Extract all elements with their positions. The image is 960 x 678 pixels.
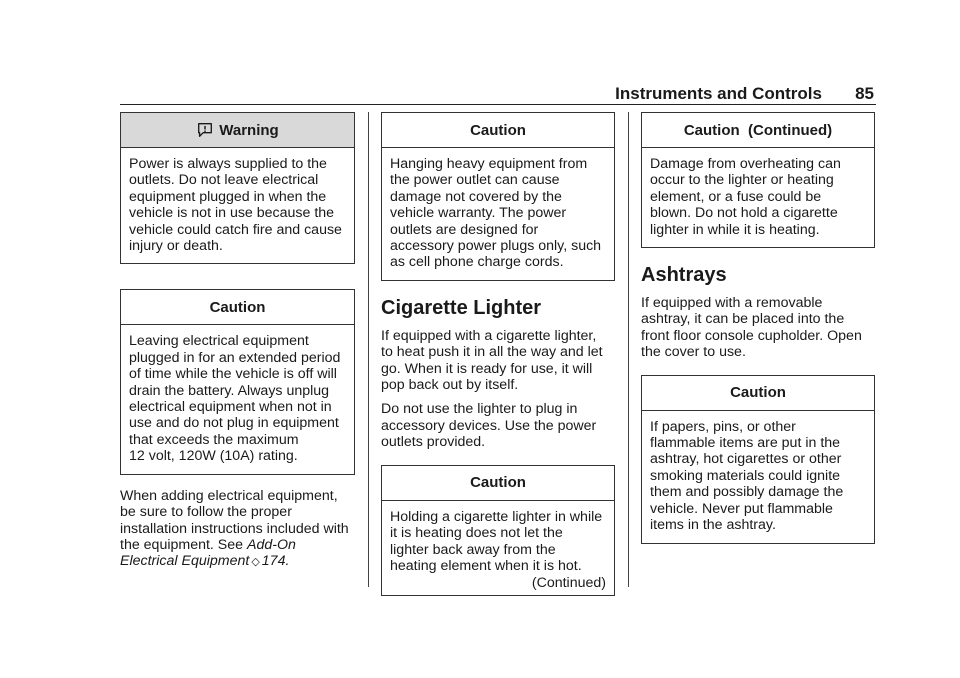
ashtray-paragraph <box>641 295 875 361</box>
text-line: Damage from overheating can <box>650 156 841 172</box>
text-line: Do not use the lighter to plug in <box>381 401 578 418</box>
text-line: flammable items are put in the <box>650 435 841 452</box>
text-line: pop back out by itself. <box>381 377 519 394</box>
text-line: Leaving electrical equipment <box>129 333 309 350</box>
caution-header: Caution (Continued) <box>642 113 874 148</box>
text-line: go. When it is ready for use, it will <box>381 360 593 377</box>
text-line: lighter in while it is heating. <box>650 221 820 238</box>
cross-reference-page[interactable]: 174. <box>261 553 290 570</box>
text-line: items in the ashtray. <box>650 517 776 534</box>
text-line: equipment plugged in when the <box>129 188 327 205</box>
text-line: Power is always supplied to the <box>129 156 327 172</box>
text-line: injury or death. <box>129 238 223 255</box>
page-reference-icon: ◇ <box>251 556 260 569</box>
page-number: 85 <box>855 84 874 103</box>
text-line: to heat push it in all the way and let <box>381 344 603 361</box>
column-3 <box>641 112 875 544</box>
text-line: vehicle warranty. The power <box>390 205 567 222</box>
text-line: Holding a cigarette lighter in while <box>390 508 603 525</box>
text-line: If equipped with a cigarette lighter, <box>381 327 597 344</box>
text-line: drain the battery. Always unplug <box>129 382 330 399</box>
text-line: damage not covered by the <box>390 188 562 205</box>
text-line: smoking materials could ignite <box>650 467 841 484</box>
caution-continued-box <box>641 112 875 248</box>
cross-reference-link[interactable]: Electrical Equipment <box>120 553 250 570</box>
text-line: Hanging heavy equipment from <box>390 156 588 172</box>
warning-label: Warning <box>219 121 279 139</box>
caution-box <box>641 375 875 544</box>
section-title: Instruments and Controls <box>615 84 822 103</box>
column-divider <box>368 112 369 587</box>
text-line: the cover to use. <box>641 344 746 361</box>
caution-header: Caution <box>121 290 354 325</box>
caution-body <box>382 148 614 280</box>
text-line: electrical equipment when not in <box>129 399 332 416</box>
column-2 <box>381 112 615 596</box>
caution-box <box>381 465 615 596</box>
cross-reference-link[interactable]: Add-On <box>247 536 296 553</box>
text-line: outlets are designed for <box>390 221 539 238</box>
caution-body <box>121 325 354 473</box>
column-divider <box>628 112 629 587</box>
caution-header: Caution <box>382 466 614 501</box>
lighter-paragraph <box>381 328 615 394</box>
text-line: installation instructions included with <box>120 520 349 537</box>
text-line: them and possibly damage the <box>650 484 844 501</box>
continued-label: (Continued) <box>531 575 606 592</box>
text-line: use and do not plug in equipment <box>129 415 339 432</box>
section-heading: Ashtrays <box>641 264 727 287</box>
text-line <box>120 537 355 553</box>
warning-box <box>120 112 355 264</box>
warning-icon <box>196 121 214 139</box>
text-line: lighter back away from the <box>390 541 556 558</box>
text-line: be sure to follow the proper <box>120 504 292 521</box>
text-line: of time while the vehicle is off will <box>129 366 337 383</box>
caution-header: Caution <box>642 376 874 411</box>
text-line: If papers, pins, or other <box>650 418 796 435</box>
section-heading: Cigarette Lighter <box>381 296 542 319</box>
warning-body <box>121 148 354 263</box>
text-fragment: the equipment. See <box>120 536 247 553</box>
caution-body <box>642 411 874 543</box>
text-line: ashtray, hot cigarettes or other <box>650 451 842 468</box>
column-1 <box>120 112 355 571</box>
text-line: outlets provided. <box>381 434 486 451</box>
text-line: occur to the lighter or heating <box>650 172 834 189</box>
text-line: plugged in for an extended period <box>129 349 341 366</box>
text-line: heating element when it is hot. <box>390 557 582 574</box>
caution-box <box>381 112 615 281</box>
text-line <box>120 553 355 570</box>
text-line: as cell phone charge cords. <box>390 254 564 271</box>
text-line: blown. Do not hold a cigarette <box>650 205 838 222</box>
text-line: vehicle is not in use because the <box>129 205 335 222</box>
text-line: When adding electrical equipment, <box>120 487 338 504</box>
text-line: 12 volt, 120W (10A) rating. <box>129 448 298 465</box>
page-header <box>120 84 876 105</box>
text-line: the power outlet can cause <box>390 172 560 189</box>
lighter-note-paragraph <box>381 401 615 450</box>
caution-box <box>120 289 355 474</box>
text-line: front floor console cupholder. Open <box>641 327 862 344</box>
text-line: vehicle. Never put flammable <box>650 500 833 517</box>
warning-header <box>121 113 354 148</box>
text-line: accessory power plugs only, such <box>390 238 602 255</box>
text-line: If equipped with a removable <box>641 295 823 312</box>
text-line: it is heating does not let the <box>390 525 563 542</box>
caution-body <box>382 501 614 595</box>
text-line: ashtray, it can be placed into the <box>641 311 845 328</box>
text-line: element, or a fuse could be <box>650 188 822 205</box>
electrical-equipment-paragraph <box>120 488 355 571</box>
caution-header: Caution <box>382 113 614 148</box>
text-line: that exceeds the maximum <box>129 431 299 448</box>
text-line: vehicle could catch fire and cause <box>129 221 342 238</box>
caution-body <box>642 148 874 247</box>
text-line: outlets. Do not leave electrical <box>129 172 319 189</box>
text-line: accessory devices. Use the power <box>381 417 597 434</box>
